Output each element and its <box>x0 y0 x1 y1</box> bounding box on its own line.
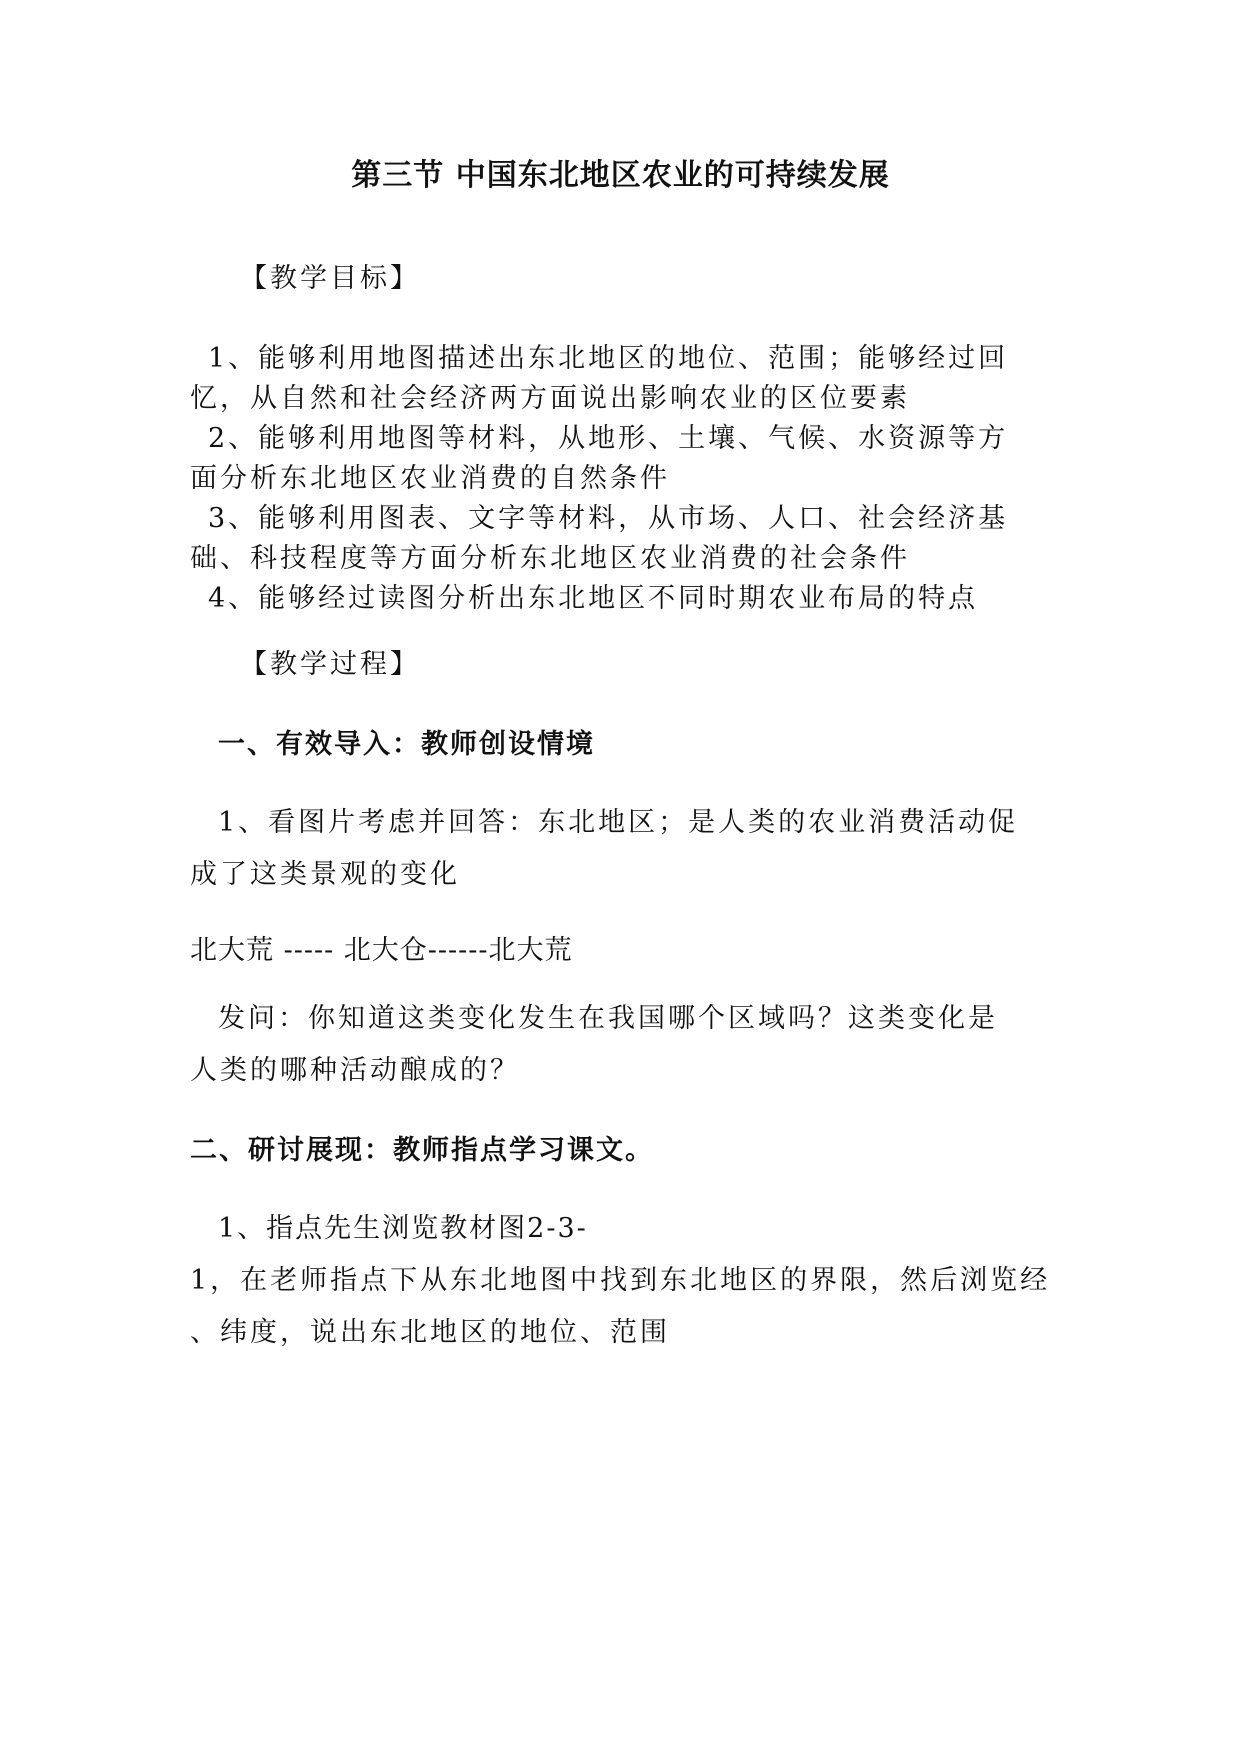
objectives-heading: 【教学目标】 <box>240 263 420 294</box>
section-1-item-1-line-2: 成了这类景观的变化 <box>190 859 460 890</box>
section-1-heading: 一、有效导入：教师创设情境 <box>218 729 595 760</box>
objective-3-line-1: 3、能够利用图表、文字等材料，从市场、人口、社会经济基 <box>208 503 1009 534</box>
section-1-item-1-line-1: 1、看图片考虑并回答：东北地区；是人类的农业消费活动促 <box>218 807 1019 838</box>
document-title: 第三节 中国东北地区农业的可持续发展 <box>351 158 890 193</box>
question-line-2: 人类的哪种活动酿成的？ <box>190 1055 520 1086</box>
section-2-heading: 二、研讨展现：教师指点学习课文。 <box>190 1135 654 1166</box>
objective-1-line-2: 忆，从自然和社会经济两方面说出影响农业的区位要素 <box>190 383 910 414</box>
sequence-text: 北大荒 ----- 北大仓------北大荒 <box>190 935 573 966</box>
section-2-item-1-line-1: 1、指点先生浏览教材图2-3- <box>218 1213 588 1244</box>
section-2-item-1-line-3: 、纬度，说出东北地区的地位、范围 <box>190 1317 670 1348</box>
objective-4-line-1: 4、能够经过读图分析出东北地区不同时期农业布局的特点 <box>208 583 979 614</box>
objective-1-line-1: 1、能够利用地图描述出东北地区的地位、范围；能够经过回 <box>208 343 1009 374</box>
process-heading: 【教学过程】 <box>240 649 420 680</box>
objective-2-line-2: 面分析东北地区农业消费的自然条件 <box>190 463 670 494</box>
objective-2-line-1: 2、能够利用地图等材料，从地形、土壤、气候、水资源等方 <box>208 423 1009 454</box>
objective-3-line-2: 础、科技程度等方面分析东北地区农业消费的社会条件 <box>190 543 910 574</box>
question-line-1: 发问：你知道这类变化发生在我国哪个区域吗？这类变化是 <box>218 1003 998 1034</box>
section-2-item-1-line-2: 1，在老师指点下从东北地图中找到东北地区的界限，然后浏览经 <box>190 1265 1051 1296</box>
